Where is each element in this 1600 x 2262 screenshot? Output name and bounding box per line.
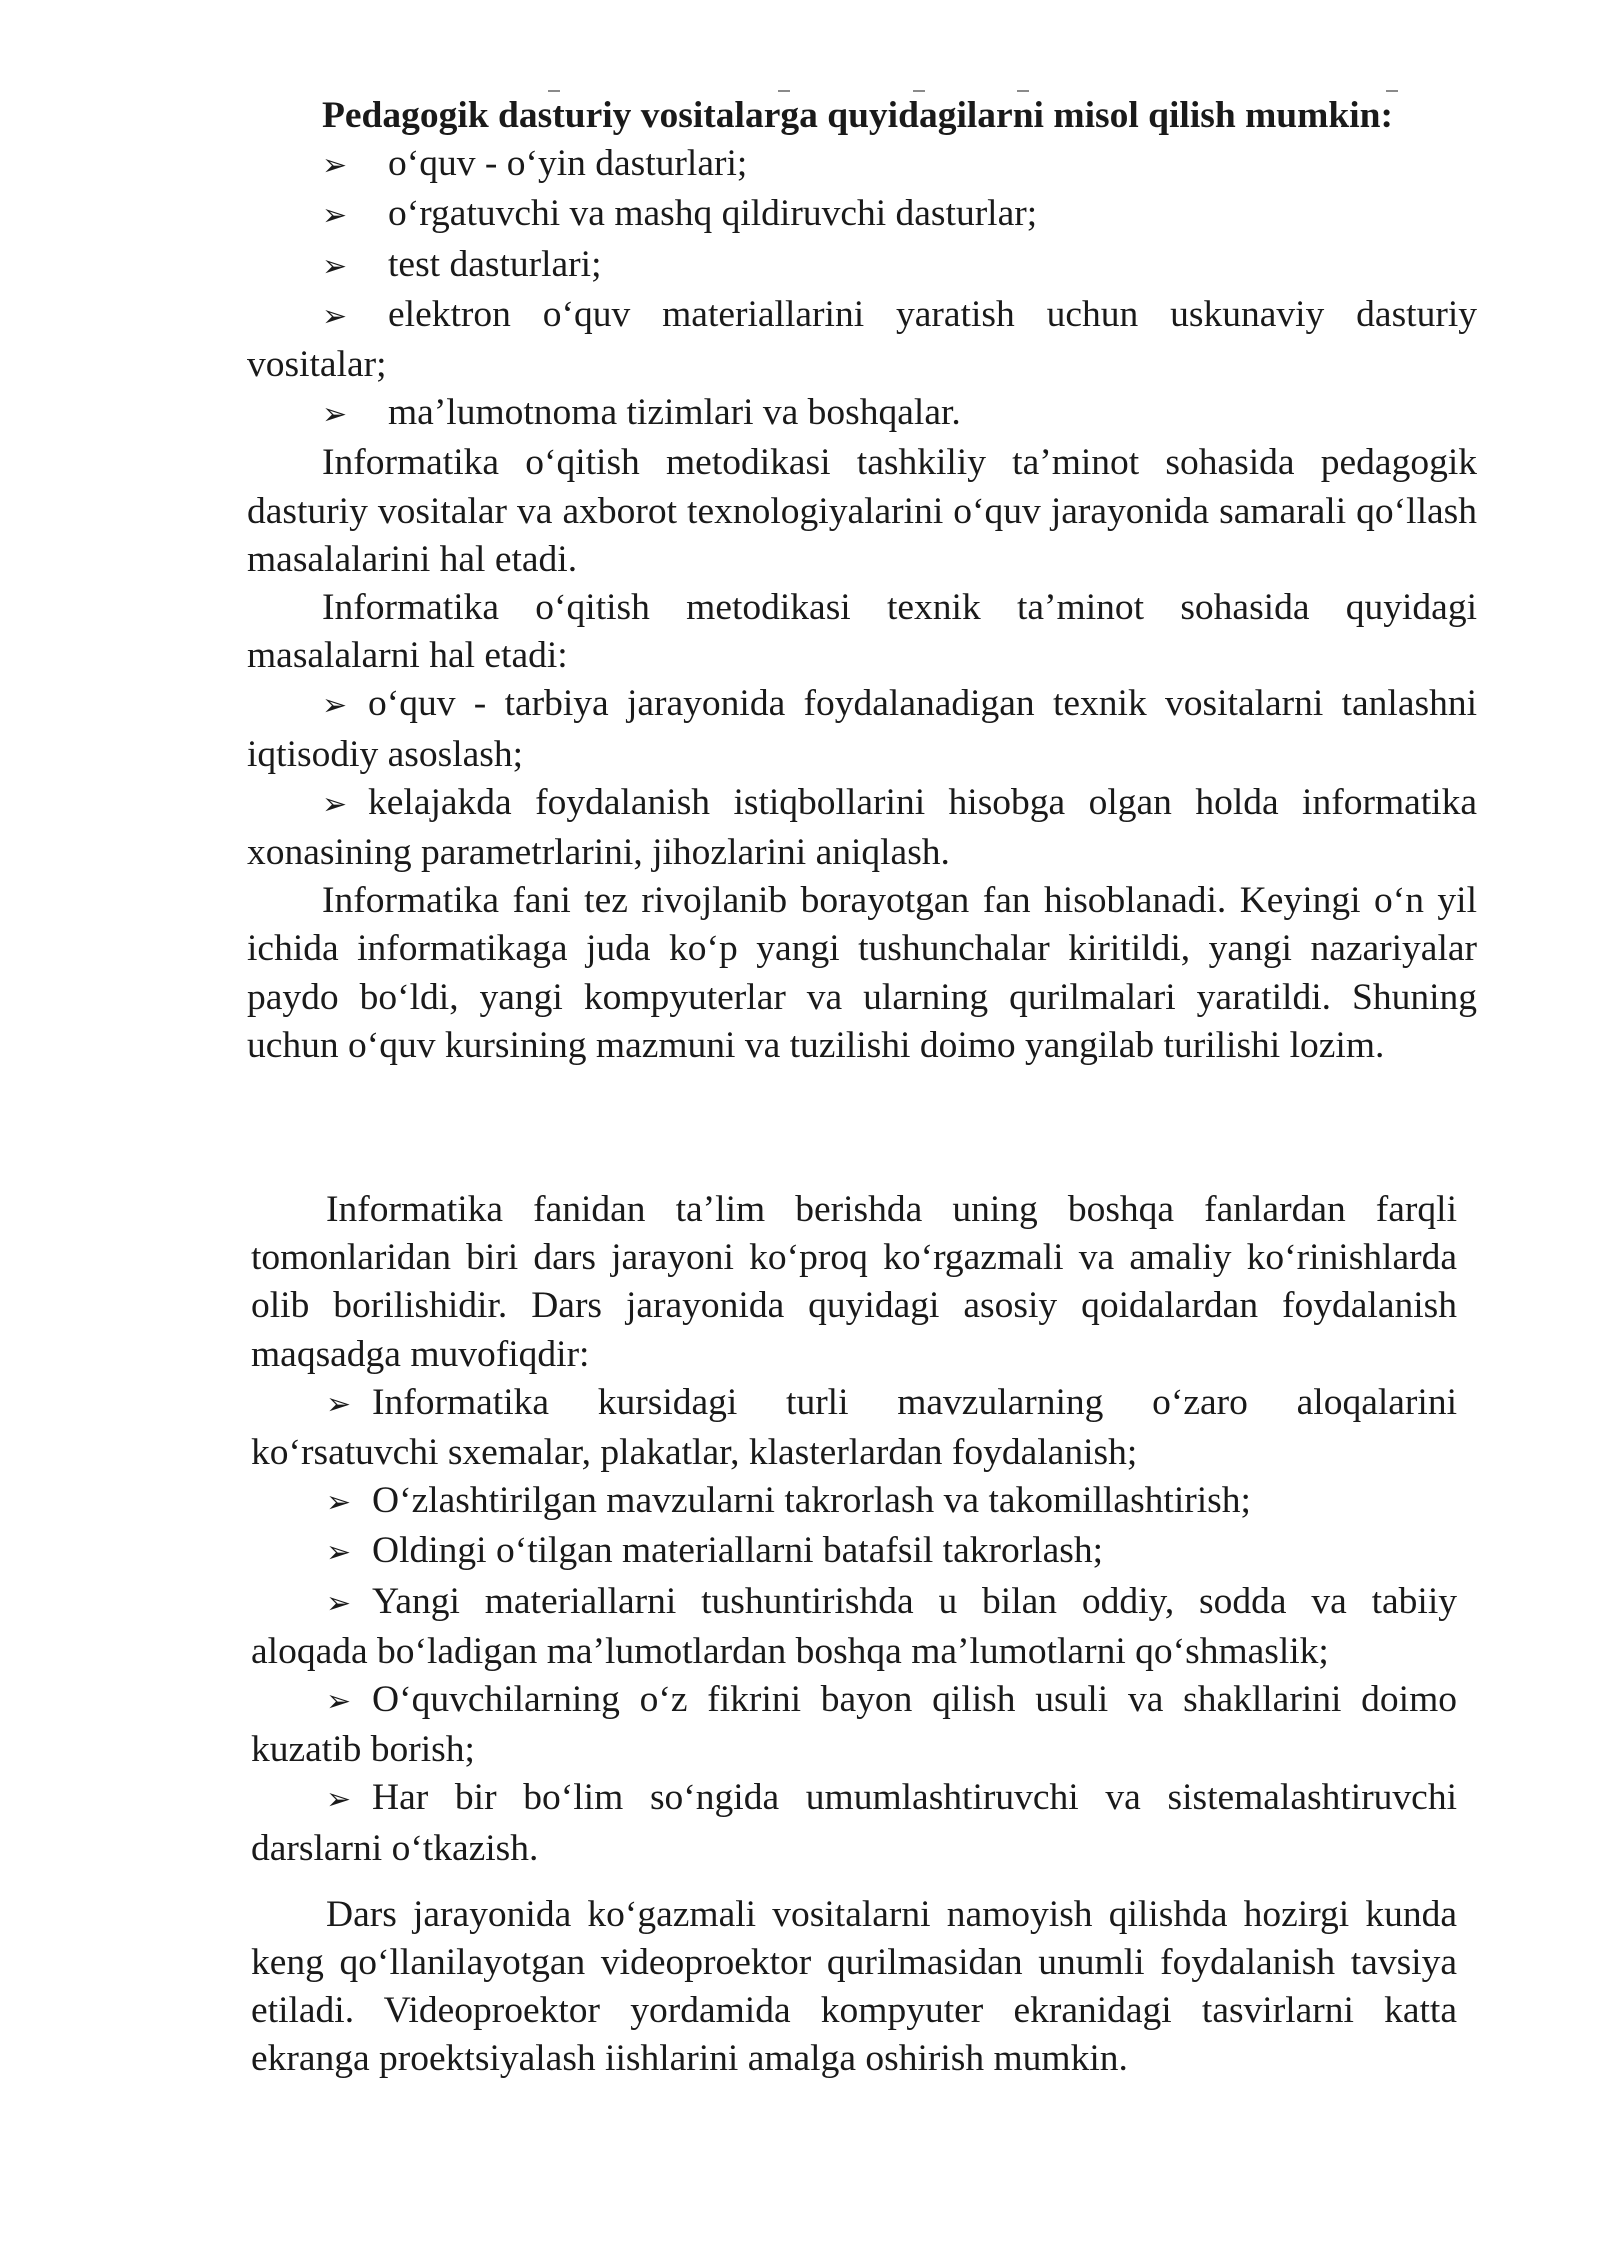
paragraph-tashkiliy: Informatika o‘qitish metodikasi tashkiliy ta’minot sohasida pedagogik dasturiy vositalar va axborot texnologiyalarini o‘quv jarayonida samarali qo‘llash masalalarini hal etadi.	[247, 442, 1477, 580]
list-item-text: o‘quv - tarbiya jarayonida foydalanadigan texnik vositalarni tanlashni iqtisodiy asoslash;	[247, 683, 1477, 775]
intro-list-item	[247, 140, 1477, 190]
talim-list-item	[251, 1676, 1457, 1774]
arrow-bullet-icon: ➢	[326, 1586, 352, 1620]
arrow-bullet-icon: ➢	[326, 1387, 352, 1421]
list-item-text: O‘quvchilarning o‘z fikrini bayon qilish usuli va shakllarini doimo kuzatib borish;	[251, 1679, 1457, 1771]
paragraph-gap	[251, 1873, 1457, 1891]
arrow-bullet-icon: ➢	[322, 249, 348, 283]
list-item-text: o‘quv - o‘yin dasturlari;	[388, 143, 748, 185]
texnik-list-item	[247, 779, 1477, 877]
paragraph-rivoj: Informatika fani tez rivojlanib borayotgan fan hisoblanadi. Keyingi o‘n yil ichida informatikaga juda ko‘p yangi tushunchalar kiritildi, yangi nazariyalar paydo bo‘ldi, yangi kompyuterlar va ularning qurilmalari yaratildi. Shuning uchun o‘quv kursining mazmuni va tuzilishi doimo yangilab turilishi lozim.	[247, 880, 1477, 1066]
list-item-text: Informatika kursidagi turli mavzularning o‘zaro aloqalarini ko‘rsatuvchi sxemalar, plakatlar, klasterlardan foydalanish;	[251, 1381, 1457, 1474]
talim-list-item	[251, 1527, 1457, 1577]
document-page-bottom	[251, 1186, 1457, 2084]
arrow-bullet-icon: ➢	[326, 1486, 352, 1520]
arrow-bullet-icon: ➢	[326, 1536, 352, 1570]
arrow-bullet-icon: ➢	[322, 689, 348, 723]
document-page-top	[247, 92, 1477, 1070]
list-item-text: o‘rgatuvchi va mashq qildiruvchi dasturlar;	[388, 193, 1038, 235]
talim-list-item	[251, 1477, 1457, 1527]
intro-list-item	[247, 291, 1477, 389]
arrow-bullet-icon: ➢	[322, 398, 348, 432]
intro-list-item	[247, 241, 1477, 291]
arrow-bullet-icon: ➢	[322, 149, 348, 183]
arrow-bullet-icon: ➢	[326, 1783, 352, 1817]
intro-heading: Pedagogik dasturiy vositalarga quyidagilarni misol qilish mumkin:	[322, 95, 1394, 136]
list-item-text: Oldingi o‘tilgan materiallarni batafsil takrorlash;	[372, 1530, 1104, 1572]
list-item-text: test dasturlari;	[388, 243, 602, 285]
list-item-text: Har bir bo‘lim so‘ngida umumlashtiruvchi va sistemalashtiruvchi darslarni o‘tkazish.	[251, 1777, 1457, 1869]
list-item-text: O‘zlashtirilgan mavzularni takrorlash va takomillashtirish;	[372, 1480, 1251, 1522]
intro-list-item	[247, 389, 1477, 439]
arrow-bullet-icon: ➢	[322, 787, 348, 821]
arrow-bullet-icon: ➢	[322, 199, 348, 233]
paragraph-talim-lead: Informatika fanidan ta’lim berishda uning boshqa fanlardan farqli tomonlaridan biri dars jarayoni ko‘proq ko‘rgazmali va amaliy ko‘rinishlarda olib borilishidir. Dars jarayonida quyidagi asosiy qoidalardan foydalanish maqsadga muvofiqdir:	[251, 1189, 1457, 1375]
list-item-text: Yangi materiallarni tushuntirishda u bilan oddiy, sodda va tabiiy aloqada bo‘ladigan ma’lumotlardan boshqa ma’lumotlarni qo‘shmaslik;	[251, 1580, 1457, 1672]
arrow-bullet-icon: ➢	[326, 1685, 352, 1719]
arrow-bullet-icon: ➢	[322, 299, 348, 333]
paragraph-texnik-lead: Informatika o‘qitish metodikasi texnik ta’minot sohasida quyidagi masalalarni hal etadi:	[247, 587, 1477, 677]
talim-list-item	[251, 1578, 1457, 1676]
list-item-text: ma’lumotnoma tizimlari va boshqalar.	[388, 392, 961, 434]
intro-list-item	[247, 190, 1477, 240]
list-item-text: kelajakda foydalanish istiqbollarini hisobga olgan holda informatika xonasining parametrlarini, jihozlarini aniqlash.	[247, 781, 1477, 874]
paragraph-video: Dars jarayonida ko‘gazmali vositalarni namoyish qilishda hozirgi kunda keng qo‘llanilayotgan videoproektor qurilmasidan unumli foydalanish tavsiya etiladi. Videoproektor yordamida kompyuter ekranidagi tasvirlarni katta ekranga proektsiyalash iishlarini amalga oshirish mumkin.	[251, 1893, 1457, 2080]
talim-list-item	[251, 1774, 1457, 1872]
talim-list-item	[251, 1379, 1457, 1477]
texnik-list-item	[247, 680, 1477, 778]
list-item-text: elektron o‘quv materiallarini yaratish uchun uskunaviy dasturiy vositalar;	[247, 293, 1477, 386]
